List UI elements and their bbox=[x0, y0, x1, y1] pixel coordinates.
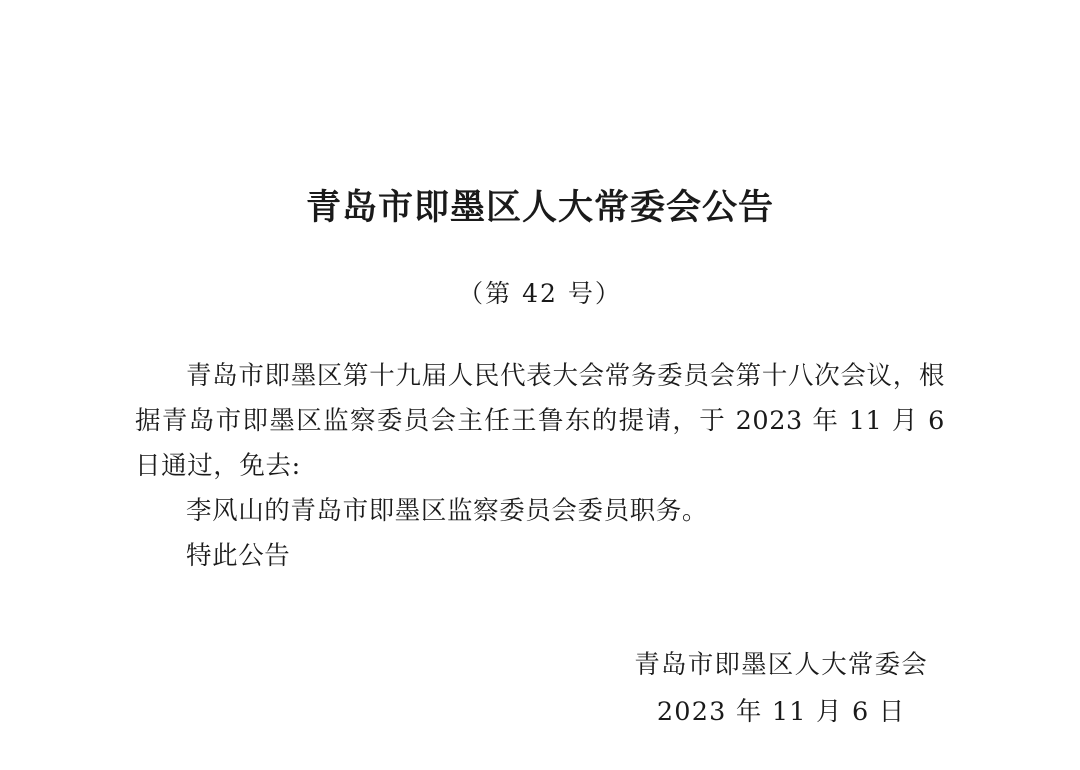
body-paragraph: 青岛市即墨区第十九届人民代表大会常务委员会第十八次会议，根据青岛市即墨区监察委员会主任王鲁东的提请，于 2023 年 11 月 6 日通过，免去: bbox=[135, 360, 945, 481]
body-paragraph: 特此公告 bbox=[186, 541, 291, 572]
body-paragraph: 李风山的青岛市即墨区监察委员会委员职务。 bbox=[186, 496, 709, 527]
signature-organization: 青岛市即墨区人大常委会 bbox=[634, 649, 928, 680]
signature-block bbox=[634, 642, 928, 736]
document-number: （第 42 号） bbox=[458, 278, 622, 308]
signature-date: 2023 年 11 月 6 日 bbox=[656, 696, 906, 727]
document-body bbox=[135, 310, 945, 580]
page-title: 青岛市即墨区人大常委会公告 bbox=[305, 187, 774, 228]
